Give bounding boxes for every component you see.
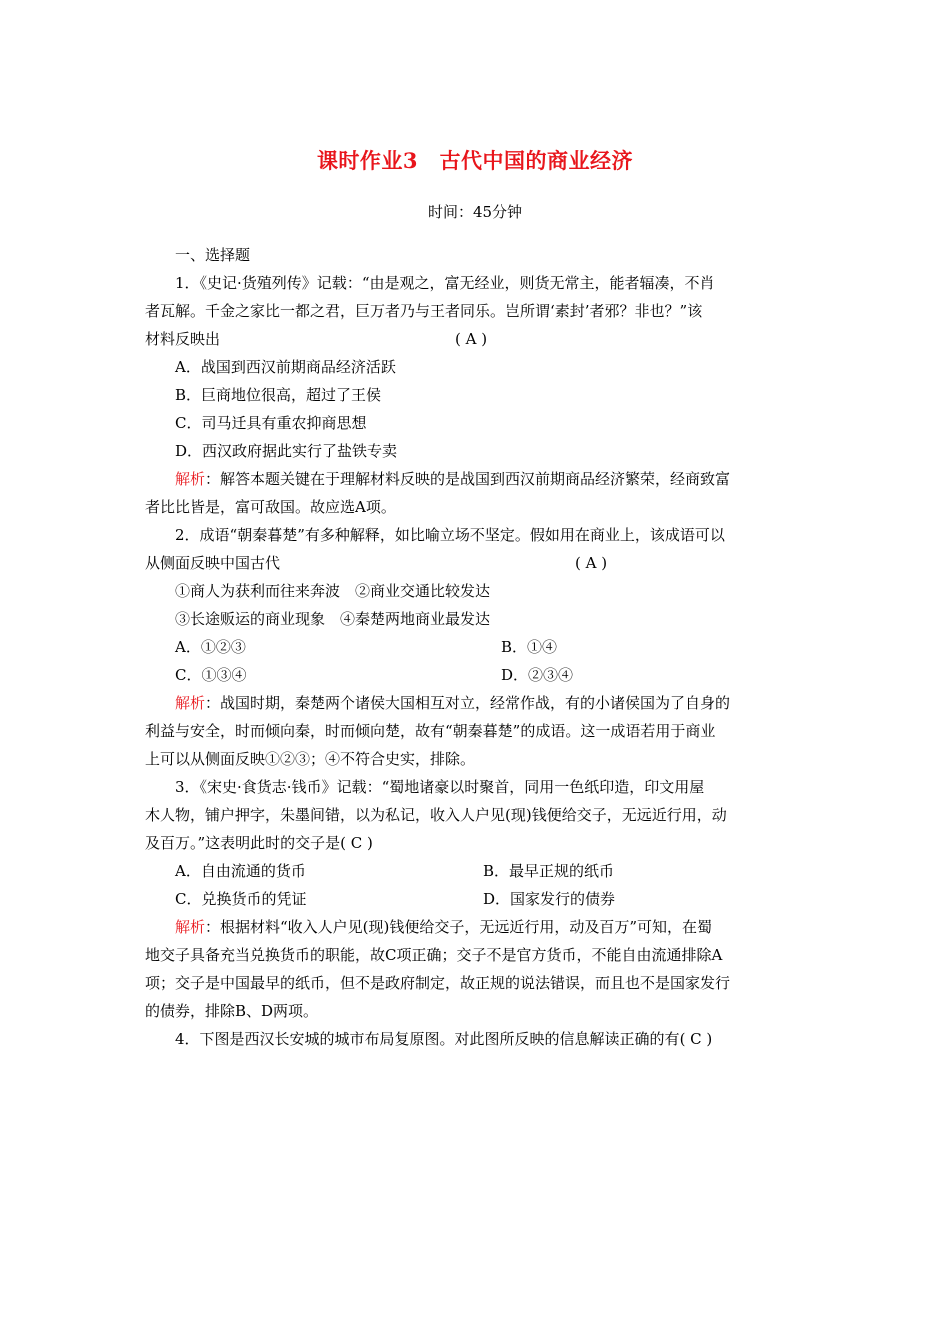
q2-line-1: 2．成语“朝秦暮楚”有多种解释，如比喻立场不坚定。假如用在商业上，该成语可以 (175, 526, 725, 544)
q1-line-2: 者瓦解。千金之家比一都之君，巨万者乃与王者同乐。岂所谓‘素封’者邪？非也？”该 (145, 302, 703, 320)
q3-stem-end: 及百万。”这表明此时的交子是 (145, 834, 341, 852)
q1-option-d: D．西汉政府据此实行了盐铁专卖 (175, 442, 398, 460)
q3-options-row-2 (145, 885, 810, 913)
q3-option-a: A．自由流通的货币 (175, 862, 306, 880)
q2-analysis-text: ：战国时期，秦楚两个诸侯大国相互对立，经常作战，有的小诸侯国为了自身的 (205, 694, 731, 712)
q3-options-row-1 (145, 857, 810, 885)
q3-option-b: B．最早正规的纸币 (483, 862, 615, 880)
q1-option-a: A．战国到西汉前期商品经济活跃 (175, 358, 396, 376)
q3-line-1: 3．《宋史·食货志·钱币》记载：“蜀地诸豪以时聚首，同用一色纸印造，印文用屋 (175, 778, 705, 796)
q1-line-1: 1．《史记·货殖列传》记载：“由是观之，富无经业，则货无常主，能者辐凑，不肖 (175, 274, 715, 292)
q2-option-a: A．①②③ (175, 638, 246, 656)
q3-answer: ( C ) (340, 834, 373, 852)
q2-analysis-1 (145, 689, 810, 717)
q3-line-2: 木人物，铺户押字，朱墨间错，以为私记，收入人户见(现)钱便给交子，无远近行用，动 (145, 806, 727, 824)
q3-option-c: C．兑换货币的凭证 (175, 890, 307, 908)
q1-option-b: B．巨商地位很高，超过了王侯 (175, 386, 382, 404)
q3-option-d: D．国家发行的债券 (483, 890, 616, 908)
q2-option-b: B．①④ (501, 638, 558, 656)
q2-options-row-2 (145, 661, 810, 689)
q1-line-3 (145, 325, 810, 353)
question-body (145, 241, 810, 1053)
q1-stem-end: 材料反映出 (145, 330, 221, 348)
q2-answer: ( A ) (575, 554, 608, 572)
q4-answer: ( C ) (679, 1030, 713, 1048)
q2-stem-end: 从侧面反映中国古代 (145, 554, 281, 572)
q2-analysis-2: 利益与安全，时而倾向秦，时而倾向楚，故有“朝秦暮楚”的成语。这一成语若用于商业 (145, 722, 716, 740)
analysis-label: 解析 (175, 918, 206, 936)
section-heading: 一、选择题 (175, 246, 251, 264)
q4-line-1 (145, 1025, 810, 1053)
q3-analysis-1 (145, 913, 810, 941)
q3-analysis-text: ：根据材料“收入人户见(现)钱便给交子，无远近行用，动及百万”可知，在蜀 (205, 918, 713, 936)
q2-statement-1: ①商人为获利而往来奔波 ②商业交通比较发达 (175, 582, 491, 600)
q3-analysis-2: 地交子具备充当兑换货币的职能，故C项正确；交子不是官方货币，不能自由流通排除A (145, 946, 723, 964)
time-limit: 时间：45分钟 (427, 203, 523, 221)
q2-options-row-1 (145, 633, 810, 661)
q3-analysis-4: 的债券，排除B、D两项。 (145, 1002, 319, 1020)
q3-analysis-3: 项；交子是中国最早的纸币，但不是政府制定，故正规的说法错误，而且也不是国家发行 (145, 974, 731, 992)
q2-option-c: C．①③④ (175, 666, 247, 684)
q1-analysis-1 (145, 465, 810, 493)
page-title: 课时作业3 古代中国的商业经济 (316, 148, 634, 173)
q2-line-2 (145, 549, 810, 577)
analysis-label: 解析 (175, 694, 206, 712)
q2-analysis-3: 上可以从侧面反映①②③；④不符合史实，排除。 (145, 750, 476, 768)
q1-option-c: C．司马迁具有重农抑商思想 (175, 414, 367, 432)
analysis-label: 解析 (175, 470, 206, 488)
q2-statement-2: ③长途贩运的商业现象 ④秦楚两地商业最发达 (175, 610, 491, 628)
q4-stem: 4．下图是西汉长安城的城市布局复原图。对此图所反映的信息解读正确的有 (175, 1030, 680, 1048)
q3-line-3 (145, 829, 810, 857)
q1-answer: ( A ) (455, 330, 488, 348)
q1-analysis-text: ：解答本题关键在于理解材料反映的是战国到西汉前期商品经济繁荣，经商致富 (205, 470, 731, 488)
q2-option-d: D．②③④ (501, 666, 574, 684)
q1-analysis-2: 者比比皆是，富可敌国。故应选A项。 (145, 498, 396, 516)
